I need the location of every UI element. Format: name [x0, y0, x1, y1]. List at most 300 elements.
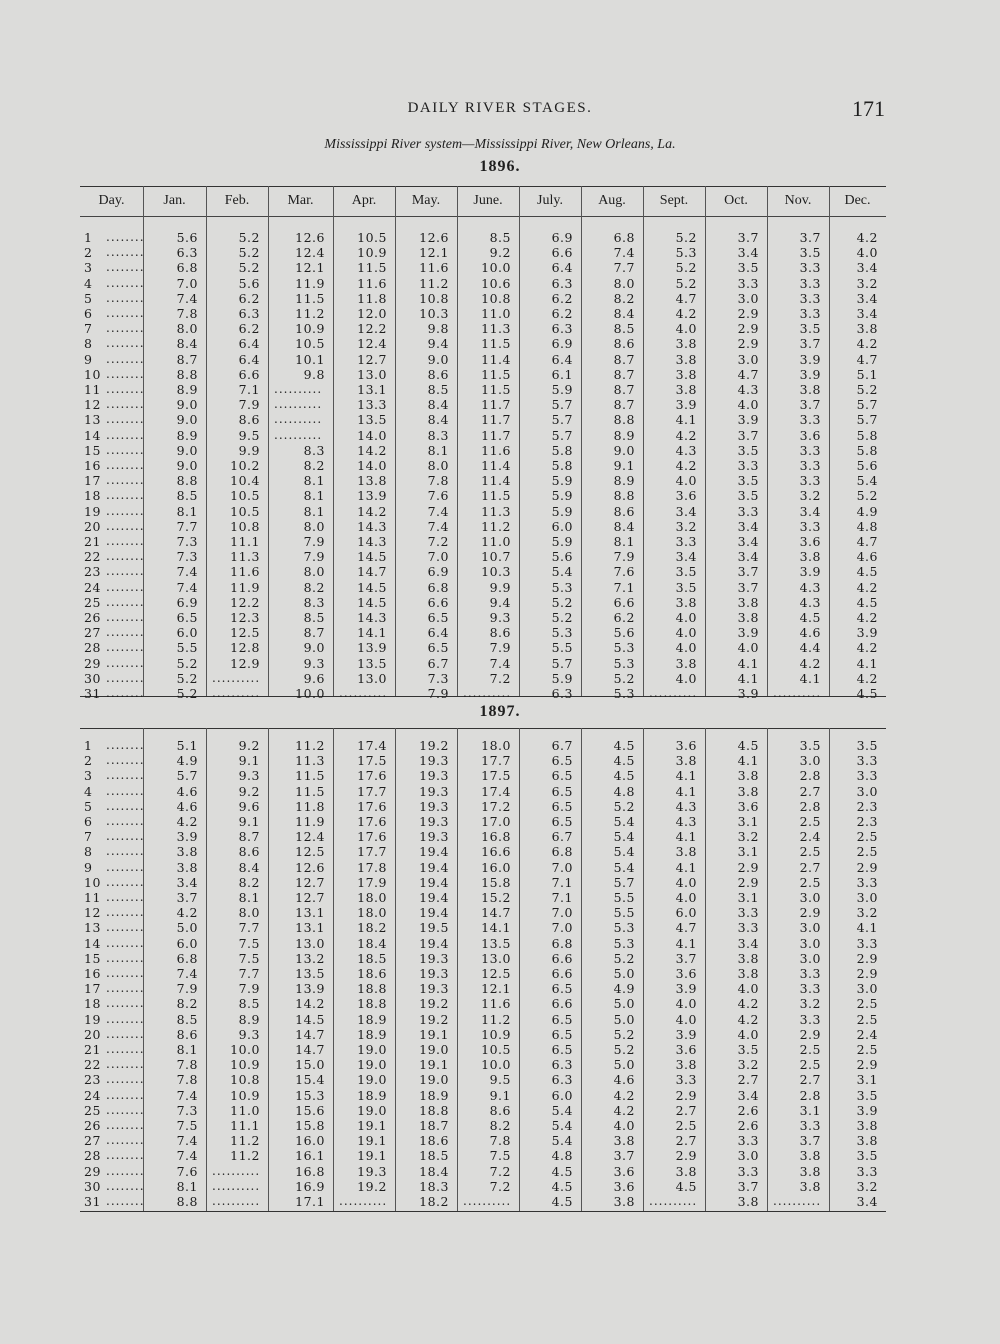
- stage-value: 3.5: [737, 473, 759, 489]
- stage-value: 3.3: [799, 275, 821, 291]
- stage-value: 8.0: [303, 564, 325, 580]
- day-number: 7: [84, 829, 93, 845]
- stage-value: 3.6: [799, 427, 821, 443]
- stage-value: 6.3: [551, 275, 573, 291]
- stage-value: 3.8: [675, 1057, 697, 1073]
- stage-value: 3.5: [737, 488, 759, 504]
- stage-value: 4.0: [856, 245, 878, 261]
- stage-value: 11.6: [357, 275, 387, 291]
- column-header: Sept.: [659, 193, 689, 208]
- stage-value: 8.7: [613, 351, 635, 367]
- stage-value: 19.0: [357, 1072, 387, 1088]
- stage-value: 3.3: [856, 935, 878, 951]
- stage-value: 8.5: [427, 382, 449, 397]
- stage-value: 8.6: [613, 336, 635, 352]
- day-number: 18: [84, 488, 101, 504]
- stage-value: 9.1: [489, 1087, 511, 1103]
- stage-value: 11.7: [481, 427, 511, 443]
- stage-value: 3.5: [675, 564, 697, 580]
- stage-value: 19.0: [357, 1102, 387, 1118]
- stage-value: 5.2: [613, 950, 635, 966]
- stage-value: 6.0: [176, 625, 198, 641]
- stage-value: 8.1: [176, 1042, 198, 1057]
- stage-value: 4.7: [856, 351, 878, 367]
- stage-value: 11.5: [481, 366, 511, 382]
- stage-value: 6.2: [551, 306, 573, 321]
- stage-value: 9.1: [238, 753, 260, 769]
- stage-value: 8.3: [303, 594, 325, 610]
- stage-value: 3.5: [675, 579, 697, 595]
- stage-value: 3.5: [737, 260, 759, 276]
- stage-value: 6.0: [675, 905, 697, 921]
- stage-value: 4.1: [737, 655, 759, 671]
- stage-value: 4.2: [856, 579, 878, 595]
- stage-value: 7.2: [427, 534, 449, 549]
- stage-value: 3.3: [856, 1163, 878, 1179]
- stage-value: 11.6: [230, 564, 260, 580]
- stage-value: 5.9: [551, 382, 573, 397]
- stage-value: 15.2: [481, 890, 511, 905]
- stage-value: 13.8: [357, 473, 387, 489]
- stage-value: 2.7: [799, 859, 821, 875]
- empty-cell-leader: ..........: [212, 1194, 261, 1208]
- stage-value: 10.5: [230, 503, 260, 519]
- stage-value: 2.7: [675, 1133, 697, 1149]
- stage-value: 4.2: [856, 640, 878, 656]
- stage-value: 7.7: [238, 920, 260, 936]
- stage-value: 3.8: [675, 1163, 697, 1179]
- stage-value: 16.6: [481, 844, 511, 860]
- stage-value: 9.1: [238, 814, 260, 829]
- stage-value: 7.7: [613, 260, 635, 276]
- stage-value: 8.9: [238, 1011, 260, 1027]
- dot-leader: ........: [106, 1102, 145, 1117]
- stage-value: 3.6: [675, 488, 697, 504]
- stage-value: 8.6: [238, 412, 260, 428]
- stage-value: 3.3: [799, 981, 821, 997]
- stage-value: 10.3: [481, 564, 511, 580]
- stage-value: 3.3: [799, 518, 821, 534]
- stage-value: 4.1: [675, 859, 697, 875]
- stage-value: 3.3: [737, 1133, 759, 1149]
- stage-value: 12.4: [295, 245, 325, 261]
- stage-value: 5.1: [856, 366, 878, 382]
- stage-value: 5.0: [613, 1057, 635, 1073]
- stage-value: 19.4: [419, 844, 449, 860]
- stage-value: 8.0: [238, 905, 260, 921]
- stage-value: 5.4: [613, 829, 635, 845]
- stage-value: 3.3: [799, 412, 821, 428]
- stage-value: 3.4: [856, 306, 878, 321]
- stage-value: 3.1: [737, 890, 759, 905]
- dot-leader: ........: [106, 844, 145, 859]
- stage-value: 4.0: [675, 1011, 697, 1027]
- stage-value: 4.3: [675, 814, 697, 829]
- stage-value: 9.6: [303, 670, 325, 686]
- stage-value: 12.6: [295, 859, 325, 875]
- stage-value: 3.3: [799, 966, 821, 981]
- dot-leader: ........: [106, 905, 145, 920]
- stage-value: 8.2: [613, 290, 635, 306]
- stage-value: 2.8: [799, 798, 821, 814]
- stage-value: 3.8: [675, 351, 697, 367]
- stage-value: 8.5: [238, 996, 260, 1012]
- stage-value: 2.9: [737, 336, 759, 352]
- stage-value: 17.8: [357, 859, 387, 875]
- stage-value: 7.1: [551, 890, 573, 905]
- stage-value: 7.8: [489, 1133, 511, 1149]
- stage-value: 3.5: [799, 321, 821, 337]
- stage-value: 16.9: [295, 1178, 325, 1194]
- day-number: 28: [84, 1148, 101, 1164]
- dot-leader: ........: [106, 564, 145, 579]
- stage-value: 4.1: [856, 655, 878, 671]
- stage-value: 4.0: [675, 640, 697, 656]
- stage-value: 3.7: [675, 950, 697, 966]
- stage-value: 3.2: [856, 1178, 878, 1194]
- stage-value: 4.0: [737, 981, 759, 997]
- stage-value: 11.5: [295, 290, 325, 306]
- stage-value: 19.3: [419, 950, 449, 966]
- stage-value: 4.0: [737, 1026, 759, 1042]
- stage-value: 8.7: [613, 397, 635, 413]
- year-heading-1896: 1896.: [479, 158, 521, 175]
- stage-value: 3.8: [799, 1178, 821, 1194]
- stage-value: 9.2: [238, 738, 260, 753]
- stage-value: 2.9: [737, 306, 759, 321]
- stage-value: 2.9: [856, 859, 878, 875]
- stage-value: 9.4: [427, 336, 449, 352]
- dot-leader: ........: [106, 920, 145, 935]
- stage-value: 3.4: [737, 1087, 759, 1103]
- stage-value: 18.8: [357, 981, 387, 997]
- stage-value: 2.5: [856, 844, 878, 860]
- stage-value: 4.8: [551, 1148, 573, 1164]
- day-number: 8: [84, 336, 93, 352]
- stage-value: 6.2: [238, 321, 260, 337]
- stage-value: 10.3: [419, 306, 449, 321]
- stage-value: 19.2: [357, 1178, 387, 1194]
- day-number: 19: [84, 1011, 101, 1027]
- stage-value: 5.4: [551, 1133, 573, 1149]
- stage-value: 7.3: [176, 549, 198, 565]
- stage-value: 17.1: [295, 1194, 325, 1209]
- stage-value: 3.7: [799, 397, 821, 413]
- stage-value: 6.6: [238, 366, 260, 382]
- stage-value: 3.9: [856, 625, 878, 641]
- stage-value: 2.5: [799, 814, 821, 829]
- stage-value: 3.0: [799, 935, 821, 951]
- dot-leader: ........: [106, 488, 145, 503]
- stage-value: 7.3: [176, 534, 198, 549]
- stage-value: 11.6: [419, 260, 449, 276]
- stage-value: 9.3: [489, 610, 511, 625]
- stage-value: 10.0: [481, 1057, 511, 1073]
- table-subtitle: Mississippi River system—Mississippi River, New Orleans, La.: [324, 137, 676, 152]
- stage-value: 3.3: [737, 1163, 759, 1179]
- stage-value: 9.4: [489, 594, 511, 610]
- stage-value: 14.2: [357, 442, 387, 458]
- stage-value: 11.3: [481, 503, 511, 519]
- stage-value: 3.0: [856, 890, 878, 905]
- stage-value: 3.8: [675, 655, 697, 671]
- stage-value: 7.4: [176, 966, 198, 981]
- stage-value: 11.3: [295, 753, 325, 769]
- stage-value: 8.1: [176, 503, 198, 519]
- stage-value: 4.6: [856, 549, 878, 565]
- stage-value: 3.3: [737, 920, 759, 936]
- stage-value: 9.0: [303, 640, 325, 656]
- day-number: 12: [84, 397, 101, 413]
- stage-value: 17.4: [481, 783, 511, 799]
- stage-value: 9.9: [238, 442, 260, 458]
- stage-value: 4.7: [675, 920, 697, 936]
- stage-value: 19.4: [419, 874, 449, 890]
- stage-value: 3.9: [675, 1026, 697, 1042]
- stage-value: 2.9: [799, 1026, 821, 1042]
- stage-value: 3.8: [675, 366, 697, 382]
- stage-value: 19.3: [419, 768, 449, 784]
- stage-value: 5.7: [551, 397, 573, 413]
- stage-value: 8.9: [176, 427, 198, 443]
- stage-value: 7.4: [176, 290, 198, 306]
- stage-value: 7.7: [238, 966, 260, 981]
- stage-value: 11.4: [481, 458, 511, 473]
- stage-value: 19.3: [419, 981, 449, 997]
- stage-value: 8.8: [176, 366, 198, 382]
- stage-value: 11.5: [481, 488, 511, 504]
- stage-value: 11.5: [357, 260, 387, 276]
- dot-leader: ........: [106, 366, 145, 381]
- stage-value: 3.9: [737, 625, 759, 641]
- stage-value: 3.7: [799, 1133, 821, 1149]
- stage-value: 5.8: [856, 427, 878, 443]
- stage-value: 5.8: [551, 458, 573, 473]
- stage-value: 5.9: [551, 534, 573, 549]
- column-header: Mar.: [287, 193, 314, 208]
- stage-value: 3.3: [799, 290, 821, 306]
- stage-value: 3.2: [737, 829, 759, 845]
- stage-value: 17.6: [357, 829, 387, 845]
- stage-value: 4.6: [176, 783, 198, 799]
- day-number: 17: [84, 473, 101, 489]
- stage-value: 6.5: [176, 610, 198, 625]
- stage-value: 18.3: [419, 1178, 449, 1194]
- stage-value: 7.8: [176, 306, 198, 321]
- stage-value: 4.2: [176, 905, 198, 921]
- stage-value: 19.3: [419, 783, 449, 799]
- stage-value: 5.6: [551, 549, 573, 565]
- stage-value: 18.9: [357, 1026, 387, 1042]
- day-number: 13: [84, 920, 101, 936]
- stage-value: 3.1: [737, 844, 759, 860]
- dot-leader: ........: [106, 890, 145, 904]
- stage-value: 3.8: [737, 594, 759, 610]
- stage-value: 19.3: [357, 1163, 387, 1179]
- stage-value: 3.3: [799, 458, 821, 473]
- stage-value: 9.0: [176, 412, 198, 428]
- day-number: 29: [84, 1163, 101, 1179]
- day-number: 10: [84, 874, 101, 890]
- stage-value: 16.0: [481, 859, 511, 875]
- stage-value: 7.1: [238, 382, 260, 397]
- stage-value: 7.0: [176, 275, 198, 291]
- stage-value: 2.9: [675, 1148, 697, 1164]
- stage-value: 18.5: [419, 1148, 449, 1164]
- stage-value: 6.8: [176, 260, 198, 276]
- stage-value: 12.7: [357, 351, 387, 367]
- stage-value: 13.5: [357, 412, 387, 428]
- stage-value: 6.8: [613, 230, 635, 245]
- stage-value: 18.6: [357, 966, 387, 981]
- stage-value: 11.5: [481, 336, 511, 352]
- table-rule: [80, 216, 886, 217]
- stage-value: 6.5: [427, 640, 449, 656]
- stage-value: 3.4: [675, 549, 697, 565]
- stage-value: 3.3: [856, 874, 878, 890]
- stage-value: 3.8: [856, 1118, 878, 1133]
- stage-value: 10.8: [419, 290, 449, 306]
- empty-cell-leader: ..........: [339, 686, 388, 700]
- stage-value: 16.8: [295, 1163, 325, 1179]
- stage-value: 11.2: [481, 1011, 511, 1027]
- stage-value: 8.0: [176, 321, 198, 337]
- stage-value: 3.5: [856, 1148, 878, 1164]
- stage-value: 4.4: [799, 640, 821, 656]
- stage-value: 8.6: [238, 844, 260, 860]
- stage-value: 13.0: [357, 366, 387, 382]
- stage-value: 7.9: [303, 534, 325, 549]
- stage-value: 4.5: [856, 564, 878, 580]
- stage-value: 13.0: [481, 950, 511, 966]
- stage-value: 6.4: [427, 625, 449, 641]
- stage-value: 4.5: [551, 1178, 573, 1194]
- day-number: 22: [84, 1057, 101, 1073]
- stage-value: 19.1: [357, 1148, 387, 1164]
- stage-value: 4.5: [856, 594, 878, 610]
- stage-value: 10.2: [230, 458, 260, 473]
- dot-leader: ........: [106, 814, 145, 828]
- stage-value: 8.5: [176, 1011, 198, 1027]
- stage-value: 18.8: [357, 996, 387, 1012]
- day-number: 3: [84, 768, 93, 784]
- stage-value: 13.1: [295, 920, 325, 936]
- stage-value: 12.1: [295, 260, 325, 276]
- column-header: Feb.: [224, 193, 250, 208]
- stage-value: 3.3: [799, 1011, 821, 1027]
- stage-value: 7.5: [489, 1148, 511, 1164]
- stage-value: 8.2: [176, 996, 198, 1012]
- stage-value: 3.4: [176, 874, 198, 890]
- stage-value: 7.1: [613, 579, 635, 595]
- stage-value: 10.5: [295, 336, 325, 352]
- stage-value: 8.8: [176, 1194, 198, 1209]
- stage-value: 10.5: [230, 488, 260, 504]
- stage-value: 17.9: [357, 874, 387, 890]
- dot-leader: ........: [106, 503, 145, 518]
- stage-value: 7.4: [176, 1148, 198, 1164]
- stage-value: 14.5: [357, 579, 387, 595]
- stage-value: 4.1: [799, 670, 821, 686]
- stage-value: 8.9: [613, 473, 635, 489]
- stage-value: 5.7: [856, 397, 878, 413]
- stage-value: 8.0: [427, 458, 449, 473]
- dot-leader: ........: [106, 260, 145, 275]
- empty-cell-leader: ..........: [463, 1194, 512, 1208]
- stage-value: 18.0: [357, 890, 387, 905]
- stage-value: 7.3: [176, 1102, 198, 1118]
- stage-value: 5.2: [238, 245, 260, 261]
- stage-value: 4.1: [675, 935, 697, 951]
- stage-value: 3.8: [675, 753, 697, 769]
- stage-value: 4.2: [856, 336, 878, 352]
- stage-value: 5.7: [551, 427, 573, 443]
- day-number: 17: [84, 981, 101, 997]
- stage-value: 14.7: [481, 905, 511, 921]
- dot-leader: ........: [106, 753, 145, 768]
- stage-value: 3.6: [675, 1042, 697, 1057]
- day-number: 9: [84, 351, 93, 367]
- day-number: 24: [84, 1087, 101, 1103]
- stage-value: 9.2: [489, 245, 511, 261]
- day-number: 2: [84, 245, 93, 261]
- dot-leader: ........: [106, 549, 145, 564]
- day-number: 5: [84, 798, 93, 814]
- stage-value: 4.5: [551, 1163, 573, 1179]
- stage-value: 17.7: [481, 753, 511, 769]
- stage-value: 9.1: [613, 458, 635, 473]
- stage-value: 6.9: [427, 564, 449, 580]
- stage-value: 18.2: [419, 1194, 449, 1209]
- dot-leader: ........: [106, 1133, 145, 1148]
- day-number: 4: [84, 275, 93, 291]
- dot-leader: ........: [106, 1011, 145, 1026]
- stage-value: 8.9: [176, 382, 198, 397]
- dot-leader: ........: [106, 1163, 145, 1178]
- dot-leader: ........: [106, 981, 145, 996]
- dot-leader: ........: [106, 859, 145, 874]
- column-header: Apr.: [351, 193, 377, 208]
- stage-value: 3.0: [856, 783, 878, 799]
- stage-value: 5.2: [675, 275, 697, 291]
- stage-value: 14.0: [357, 427, 387, 443]
- stage-value: 10.9: [357, 245, 387, 261]
- stage-value: 5.5: [176, 640, 198, 656]
- stage-value: 2.5: [799, 1057, 821, 1073]
- stage-value: 5.4: [613, 814, 635, 829]
- stage-value: 4.1: [675, 412, 697, 428]
- stage-value: 3.8: [737, 768, 759, 784]
- stage-value: 7.2: [489, 1163, 511, 1179]
- stage-value: 11.7: [481, 412, 511, 428]
- stage-value: 8.2: [489, 1118, 511, 1133]
- stage-value: 6.6: [551, 245, 573, 261]
- stage-value: 13.5: [295, 966, 325, 981]
- stage-value: 13.1: [357, 382, 387, 397]
- stage-value: 4.2: [675, 427, 697, 443]
- stage-value: 4.3: [799, 579, 821, 595]
- stage-value: 3.8: [799, 1163, 821, 1179]
- stage-value: 4.3: [675, 798, 697, 814]
- stage-value: 9.3: [238, 768, 260, 784]
- stage-value: 3.9: [675, 397, 697, 413]
- stage-value: 17.7: [357, 844, 387, 860]
- stage-value: 14.3: [357, 534, 387, 549]
- stage-value: 19.2: [419, 738, 449, 753]
- stage-value: 5.6: [856, 458, 878, 473]
- stage-value: 4.7: [675, 290, 697, 306]
- stage-value: 3.3: [799, 260, 821, 276]
